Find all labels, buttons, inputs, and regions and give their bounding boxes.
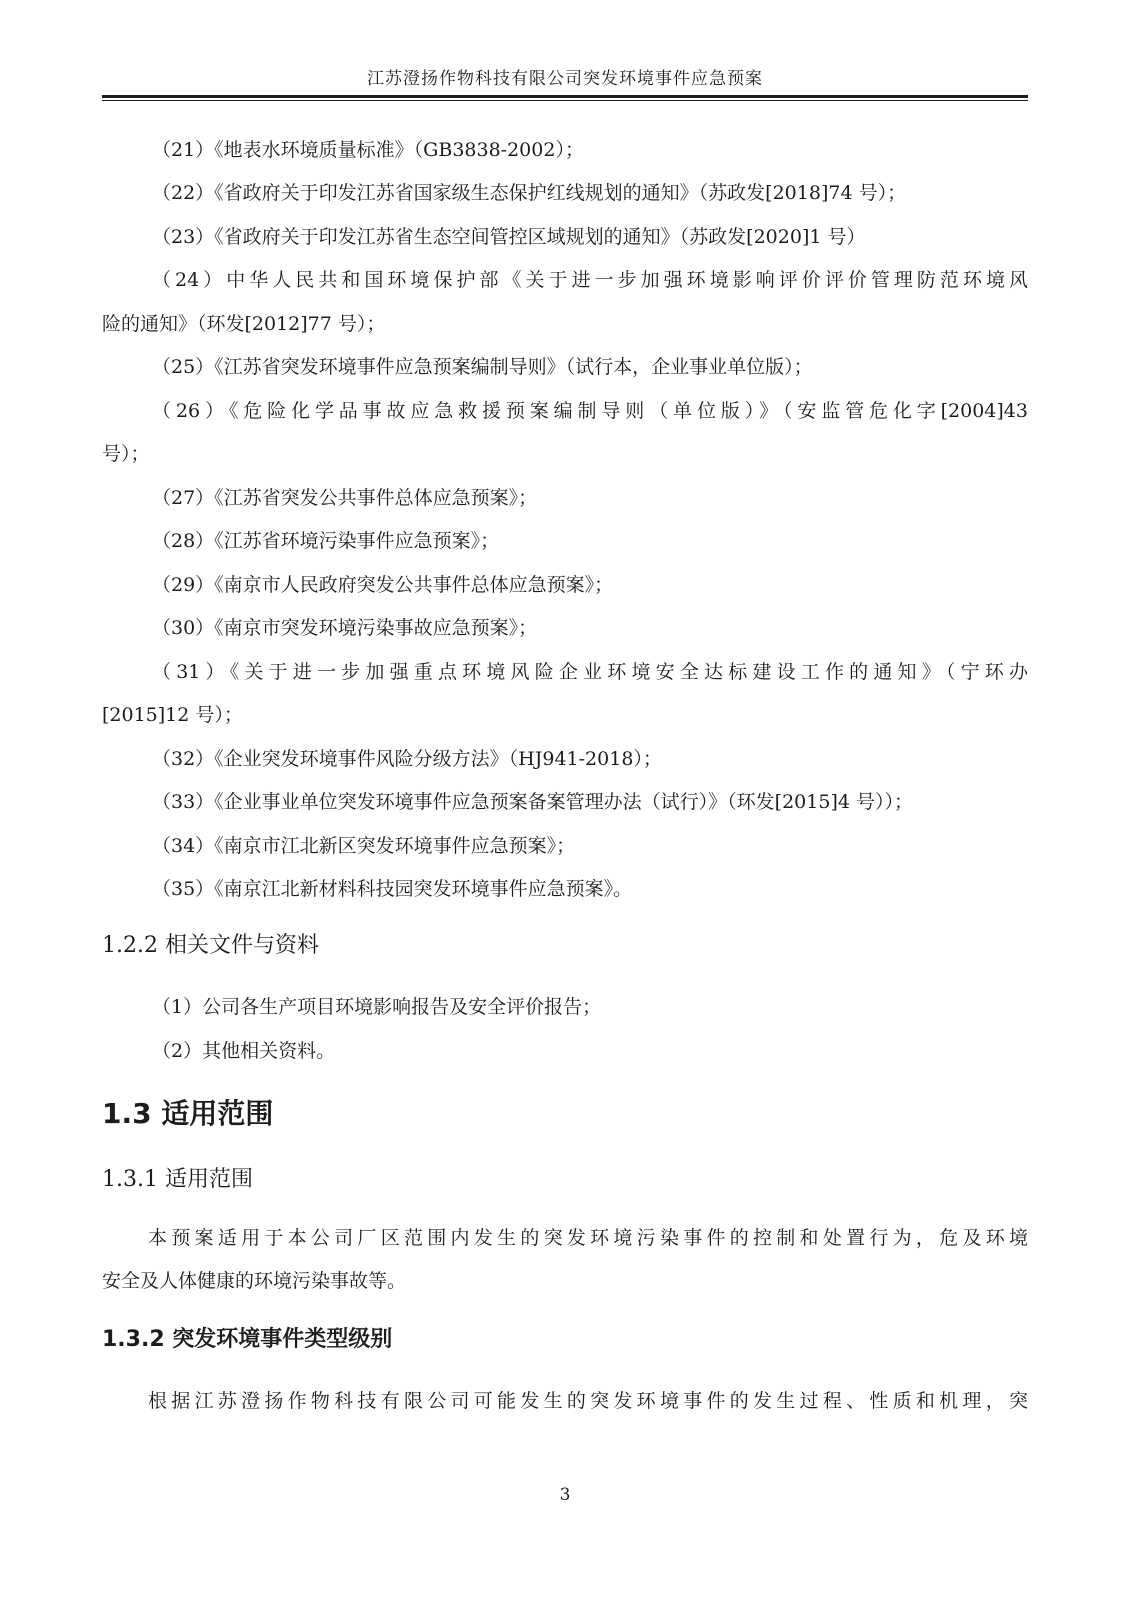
reference-item-22: （22）《省政府关于印发江苏省国家级生态保护红线规划的通知》（苏政发[2018]74 号）； [152, 182, 907, 204]
related-doc-item-1: （1）公司各生产项目环境影响报告及安全评价报告； [152, 996, 602, 1018]
reference-item-23: （23）《省政府关于印发江苏省生态空间管控区域规划的通知》（苏政发[2020]1 号） [152, 226, 866, 248]
header-rule-thin [102, 100, 1028, 101]
section-heading-1-3-2: 1.3.2 突发环境事件类型级别 [102, 1327, 393, 1352]
reference-item-29: （29）《南京市人民政府突发公共事件总体应急预案》； [152, 574, 614, 596]
scope-paragraph-line-1: 本预案适用于本公司厂区范围内发生的突发环境污染事件的控制和处置行为，危及环境 [148, 1227, 1028, 1249]
section-heading-1-3: 1.3 适用范围 [102, 1097, 274, 1130]
page-number: 3 [559, 1485, 571, 1505]
reference-item-24: （24）中华人民共和国环境保护部《关于进一步加强环境影响评价评价管理防范环境风 [152, 269, 1028, 291]
reference-item-31: （31）《关于进一步加强重点环境风险企业环境安全达标建设工作的通知》（宁环办 [152, 661, 1028, 683]
reference-item-26: （26）《危险化学品事故应急救援预案编制导则（单位版）》（安监管危化字[2004]43 [152, 400, 1028, 422]
section-heading-1-3-1: 1.3.1 适用范围 [102, 1167, 253, 1192]
running-header: 江苏澄扬作物科技有限公司突发环境事件应急预案 [367, 69, 763, 89]
reference-item-26-cont: 号）； [102, 443, 150, 465]
reference-item-35: （35）《南京江北新材料科技园突发环境事件应急预案》。 [152, 878, 633, 900]
related-doc-item-2: （2）其他相关资料。 [152, 1040, 336, 1062]
reference-item-33: （33）《企业事业单位突发环境事件应急预案备案管理办法（试行）》（环发[2015]4 号））； [152, 791, 913, 813]
header-rule [102, 95, 1028, 98]
reference-item-27: （27）《江苏省突发公共事件总体应急预案》； [152, 487, 538, 509]
reference-item-31-cont: [2015]12 号）； [102, 704, 243, 726]
reference-item-24-cont: 险的通知》（环发[2012]77 号）； [102, 313, 386, 335]
reference-item-34: （34）《南京市江北新区突发环境事件应急预案》； [152, 835, 576, 857]
classification-paragraph-line-1: 根据江苏澄扬作物科技有限公司可能发生的突发环境事件的发生过程、性质和机理，突 [148, 1390, 1028, 1412]
reference-item-32: （32）《企业突发环境事件风险分级方法》（HJ941-2018）； [152, 748, 662, 770]
reference-item-30: （30）《南京市突发环境污染事故应急预案》； [152, 617, 538, 639]
scope-paragraph-line-2: 安全及人体健康的环境污染事故等。 [102, 1270, 407, 1292]
reference-item-21: （21）《地表水环境质量标准》（GB3838-2002）； [152, 139, 584, 161]
reference-item-25: （25）《江苏省突发环境事件应急预案编制导则》（试行本，企业事业单位版）； [152, 356, 813, 378]
section-heading-1-2-2: 1.2.2 相关文件与资料 [102, 933, 319, 958]
reference-item-28: （28）《江苏省环境污染事件应急预案》； [152, 530, 500, 552]
